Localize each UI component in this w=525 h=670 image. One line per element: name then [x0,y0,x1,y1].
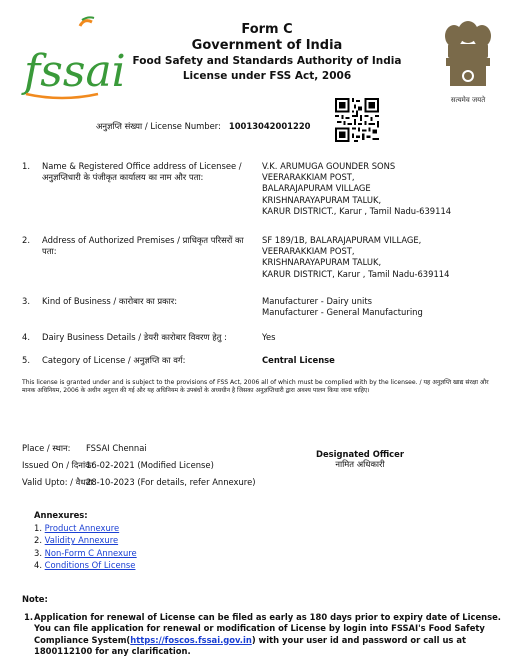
annexure-item [34,534,137,547]
act-title: License under FSS Act, 2006 [182,70,352,82]
annexure-item [34,522,137,535]
officer-title: Designated Officer [316,449,404,459]
value-line: BALARAJAPURAM VILLAGE [262,183,371,194]
annexures-heading: Annexures: [34,510,88,520]
non-form-c-annexure-link[interactable]: Non-Form C Annexure [44,547,137,558]
annexures-section [34,509,137,572]
valid-label: Valid Upto: / वैधता: [22,477,96,487]
place-value: FSSAI Chennai [86,443,147,453]
value-line: VEERARAKKIAM POST, [262,172,355,183]
value-line: Manufacturer - Dairy units [262,296,373,306]
license-number-line [96,121,310,132]
form-title: Form C [241,22,293,37]
value-line: KRISHNARAYAPURAM TALUK, [262,194,382,205]
item-value [262,296,522,318]
valid-row [22,477,256,488]
value-line: KRISHNARAYAPURAM TALUK, [262,257,382,268]
value-line: SF 189/1B, BALARAJAPURAM VILLAGE, [262,235,422,245]
item-number: 3. [22,296,30,306]
issued-row [22,460,214,471]
note-text-after: ) with your user id and password or call us at 1800112100 for any clarification. [34,634,466,657]
annexure-number: 3. [34,547,42,558]
annexure-number: 2. [34,535,42,546]
authority-title: Food Safety and Standards Authority of India [132,55,402,67]
item-value [262,161,522,217]
note-text [24,612,520,658]
item-label: Name & Registered Office address of Licensee / अनुज्ञप्तिधारी के पंजीकृत कार्यालय का नाम और पता: [42,161,242,183]
foscos-link[interactable]: https://foscos.fssai.gov.in [130,634,252,645]
place-label: Place / स्थान: [22,443,71,453]
annexure-number: 4. [34,560,42,571]
item-number: 1. [22,161,30,171]
product-annexure-link[interactable]: Product Annexure [44,522,120,533]
note-number: 1. [24,612,34,622]
validity-annexure-link[interactable]: Validity Annexure [44,535,119,546]
valid-value: 28-10-2023 (For details, refer Annexure) [86,477,256,487]
conditions-of-license-link[interactable]: Conditions Of License [44,560,136,571]
item-value [262,332,522,343]
annexure-item [34,559,137,572]
value-line: V.K. ARUMUGA GOUNDER SONS [262,161,396,171]
value-line: VEERARAKKIAM POST, [262,246,355,257]
item-label: Kind of Business / कारोबार का प्रकार: [42,296,178,306]
issued-value: 16-02-2021 (Modified License) [86,460,214,470]
disclaimer-text: This license is granted under and is subject to the provisions of FSS Act, 2006 all of which must be complied with by the licensee. / यह अनुज्ञप्ति खाद्य संरक्षा और मानक अधिनियम, 2006 के अधीन अनुदत्त की गई और यह अधिनियम के उपबंधों के अध्यधीन है जिसका अनुज्ञप्तिधारी द्वारा अवश्य पालन किया जाना चाहिए। [22,379,489,394]
item-number: 2. [22,235,30,245]
emblem-caption: सत्यमेव जयते [450,96,486,104]
value-line: Manufacturer - General Manufacturing [262,307,423,318]
fssai-logo [22,14,126,104]
item-value [262,355,522,366]
state-emblem-icon [438,10,498,106]
item-number: 4. [22,332,30,342]
value-line: KARUR DISTRICT., Karur , Tamil Nadu-639114 [262,205,452,216]
note-heading: Note: [22,594,48,604]
item-label: Address of Authorized Premises / प्राधिकृत परिसरों का पता: [42,235,244,257]
designated-officer [300,449,420,470]
annexure-item [34,547,137,560]
item-number: 5. [22,355,30,365]
government-title: Government of India [191,38,343,53]
note-text-before: Application for renewal of License can be filed as early as 180 days prior to expiry date of License. You can file application for renewal or modification of License by login into FSSAI's Food Safety Compliance System( [34,612,501,645]
qr-code [335,98,379,142]
license-number-label: अनुज्ञप्ति संख्या / License Number: [96,121,221,131]
officer-title-hindi: नामित अधिकारी [335,459,385,469]
value-line: KARUR DISTRICT, Karur , Tamil Nadu-639114 [262,268,450,279]
value-line: Yes [262,332,276,342]
issued-label: Issued On / दिनांक: [22,460,95,470]
item-label: Dairy Business Details / डेयरी कारोबार विवरण हेतु : [42,332,227,342]
license-number: 10013042001220 [228,121,311,131]
value-line: Central License [262,355,335,365]
item-value [262,235,522,280]
item-label: Category of License / अनुज्ञप्ति का वर्ग: [42,355,186,365]
place-row [22,443,147,454]
logo-text: fssai [24,46,126,97]
annexure-number: 1. [34,522,42,533]
